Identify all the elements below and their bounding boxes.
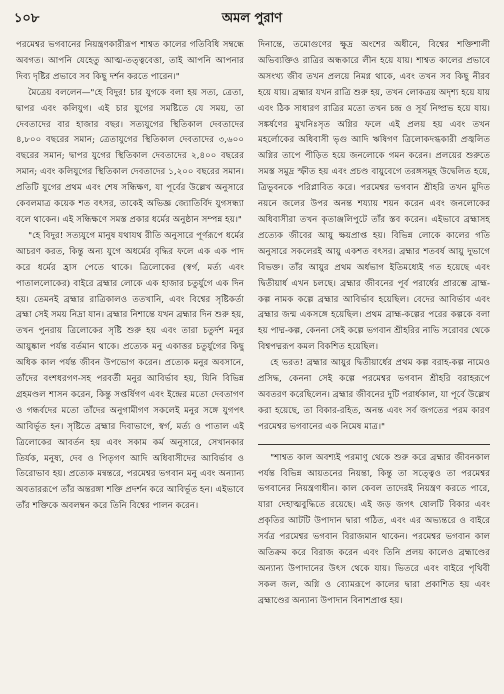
- running-title: অমল পুরাণ: [221, 10, 283, 26]
- paragraph: হে ভরত! ব্রহ্মার আয়ুর দ্বিতীয়ার্ধের প্রথম কল্প বরাহ-কল্প নামেও প্রসিদ্ধ, কেননা সেই কল্পে পরমেশ্বর ভগবান শ্রীহরি বরাহরূপে অবতরণ করেছিলেন। ব্রহ্মার জীবনের দুটি পরার্ধকাল, যা পূর্বে উল্লেখ করা হয়েছে, তা বিকার-রহিত, অনন্ত এবং সর্ব জগতের পরম কারণ পরমেশ্বর ভগবানের এক নিমেষ মাত্র।": [258, 358, 490, 432]
- paragraph: "হে বিদুর! সত্যযুগে মানুষ যথাযথ রীতি অনুসারে পূর্ণরূপে ধর্মের আচরণ করত, কিন্তু অন্য যুগে অধর্মের বৃদ্ধির ফলে এক এক পাদ করে ধর্মের হ্রাস পেতে থাকে। ত্রিলোকের (স্বর্গ, মর্ত্য এবং পাতাললোকের) বাইরে ব্রহ্মার লোকে এক হাজার চতুর্যুগে এক দিন হয়। তেমনই ব্রহ্মার রাত্রিকালও ততখানি, এবং বিশ্বের সৃষ্টিকর্তা ব্রহ্মা সেই সময় নিদ্রা যান। ব্রহ্মার নিশান্তে যখন ব্রহ্মার দিন শুরু হয়, তখন পুনরায় ত্রিলোকের সৃষ্টি শুরু হয় এবং তারা চতুর্দশ মনুর আয়ুষ্কাল পর্যন্ত বর্তমান থাকে। প্রত্যেক মনু একাত্তর চতুর্যুগের কিছু অধিক কাল পর্যন্ত জীবন উপভোগ করেন। প্রত্যেক মনুর অবসানে, তাঁদের বংশধরগণ-সহ পরবর্তী মনুর আবির্ভাব হয়, যিনি বিভিন্ন গ্রহমণ্ডল শাসন করেন, কিন্তু সপ্তর্ষিগণ এবং ইন্দ্রের মতো দেবতাগণ ও গন্ধর্বদের মতো তাঁদের অনুগামীগণ সকলেই মনুর সঙ্গে যুগপৎ আবির্ভূত হন। সৃষ্টিতে ব্রহ্মার দিবাভাগে, স্বর্গ, মর্ত্য ও পাতাল এই ত্রিলোকের আবর্তন হয় এবং সকাম কর্ম অনুসারে, সেখানকার তির্যক, মনুষ্য, দেব ও পিতৃগণ আদি অধিবাসীদের আবির্ভাব ও তিরোভাব হয়। প্রত্যেক মন্বন্তরে, পরমেশ্বর ভগবান মনু এবং অন্যান্য অবতাররূপে তাঁর অন্তরঙ্গা শক্তি প্রদর্শন করে আবির্ভূত হন। এইভাবে তাঁর শক্তিকে অবলম্বন করে তিনি বিশ্বের পালন করেন।: [16, 230, 244, 512]
- right-column: [258, 38, 490, 688]
- paragraph: দিনান্তে, তমোগুণের ক্ষুদ্র অংশের অধীনে, বিশ্বের শক্তিশালী অভিব্যক্তিও রাত্রির অন্ধকারে লীন হয়ে যায়। শাশ্বত কালের প্রভাবে অসংখ্য জীব তখন প্রলয়ে নিমগ্ন থাকে, এবং তখন সব কিছু নীরব হয়ে যায়। ব্রহ্মার যখন রাত্রি শুরু হয়, তখন লোকত্রয় অদৃশ্য হয়ে যায় এবং ঠিক সাধারণ রাত্রির মতো তখন চন্দ্র ও সূর্য নিষ্প্রভ হয়ে যায়। সঙ্কর্ষণের মুখনিঃসৃত অগ্নির ফলে এই প্রলয় হয় এবং তখন মহর্লোকের অধিবাসী ভৃগু আদি ঋষিগণ ত্রিলোকদগ্ধকারী প্রজ্বলিত অগ্নির তাপে পীড়িত হয়ে জনলোকে গমন করেন। প্রলয়ের শুরুতে সমস্ত সমুদ্র স্ফীত হয় এবং প্রচণ্ড বায়ুবেগে তরঙ্গসমূহ উদ্বেলিত হয়ে, ত্রিভুবনকে পরিপ্লাবিত করে। পরমেশ্বর ভগবান শ্রীহরি তখন মুদিত নয়নে জলের উপর অনন্ত শয্যায় শয়ন করেন এবং জনলোকের অধিবাসীরা তখন কৃতাঞ্জলিপুটে তাঁর স্তব করেন। এইভাবে ব্রহ্মাসহ প্রত্যেক জীবের আয়ু ক্ষয়প্রাপ্ত হয়। বিভিন্ন লোকে কালের গতি অনুসারে সকলেরই আয়ু একশত বৎসর। ব্রহ্মার শতবর্ষ আয়ু দুভাগে বিভক্ত। তাঁর আয়ুর প্রথম অর্ধভাগ ইতিমধ্যেই গত হয়েছে এবং দ্বিতীয়ার্ধ এখন চলছে। ব্রহ্মার জীবনের পূর্ব পরার্ধের প্রারম্ভে ব্রাহ্ম-কল্প নামক কল্পে ব্রহ্মার আবির্ভাব হয়েছিল। বেদের আবির্ভাব এবং ব্রহ্মার জন্ম একসঙ্গে হয়েছিল। প্রথম ব্রাহ্ম-কল্পের পরের কল্পকে বলা হয় পাদ্ম-কল্প, কেননা সেই কল্পে ভগবান শ্রীহরির নাভি সরোবর থেকে বিশ্বপদ্মরূপ কমল বিকশিত হয়েছিল।: [258, 40, 490, 353]
- paragraph: মৈত্রেয় বললেন—"হে বিদুর! চার যুগকে বলা হয় সত্য, ত্রেতা, দ্বাপর এবং কলিযুগ। এই চার যুগের সমষ্টিতে যে সময়, তা দেবতাদের বার হাজার বছর। সত্যযুগের স্থিতিকাল দেবতাদের ৪,৮০০ বছরের সমান; ত্রেতাযুগের স্থিতিকাল দেবতাদের ৩,৬০০ বছরের সমান; দ্বাপর যুগের স্থিতিকাল দেবতাদের ২,৪০০ বছরের সমান; এবং কলিযুগের স্থিতিকাল দেবতাদের ১,২০০ বছরের সমান। প্রতিটি যুগের প্রথম এবং শেষ সন্ধিক্ষণ, যা পূর্বের উল্লেখ অনুসারে কেবলমাত্র কয়েক শত বৎসর, তাকেই অভিজ্ঞ জ্যোতির্বিদ যুগসন্ধ্যা বলে থাকেন। এই সন্ধিক্ষণে সমস্ত প্রকার ধর্মের অনুষ্ঠান সম্পন্ন হয়।": [16, 87, 244, 225]
- page-number: ১০৮: [14, 10, 40, 26]
- page-header: [14, 8, 490, 30]
- paragraph: "শাশ্বত কাল অবশ্যই পরমাণু থেকে শুরু করে ব্রহ্মার জীবনকাল পর্যন্ত বিভিন্ন আয়তনের নিয়ন্তা, কিন্তু তা সত্ত্বেও তা পরমেশ্বর ভগবানের নিয়ন্ত্রণাধীন। কাল কেবল তাদেরই নিয়ন্ত্রণ করতে পারে, যারা দেহাত্মবুদ্ধিতে রয়েছে। এই জড় জগৎ ষোলটি বিকার এবং প্রকৃতির আটটি উপাদান দ্বারা গঠিত, এবং এর অভ্যন্তরে ও বাইরে সর্বত্র পরমেশ্বর ভগবান বিরাজমান থাকেন। পরমেশ্বর ভগবান কাল অতিক্রম করে বিরাজ করেন এবং তিনি প্রলয় কালেও ব্রহ্মাণ্ডের অন্যান্য উপাদানের উৎস থেকে যায়। ভিতরে এবং বাইরে পৃথিবী সকল জল, অগ্নি ও ব্যোমরূপে কালের দ্বারা প্রকাশিত হয় এবং ব্রহ্মাণ্ডের অন্যান্য উপাদান বিনাশপ্রাপ্ত হয়।: [258, 452, 490, 606]
- section-divider: [258, 444, 490, 445]
- left-column: [16, 38, 244, 688]
- paragraph: পরমেশ্বর ভগবানের নিয়ন্ত্রণকারীরূপ শাশ্বত কালের গতিবিধি সম্বন্ধে অবগত। আপনি যেহেতু আত্ম-তত্ত্ববেত্তা, তাই আপনি আপনার দিব্য দৃষ্টির প্রভাবে সব কিছু দর্শন করতে পারেন।": [16, 40, 244, 82]
